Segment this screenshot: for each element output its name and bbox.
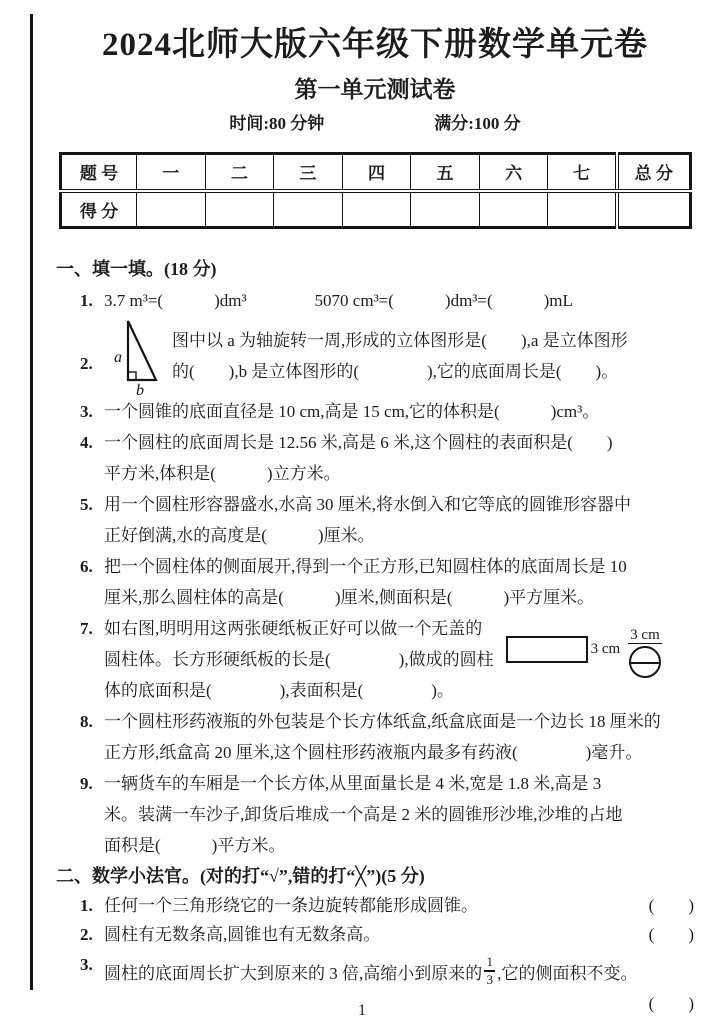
question-text-block <box>172 325 628 387</box>
score-table-header-cell: 四 <box>342 154 411 191</box>
score-table-header-cell: 五 <box>411 154 480 191</box>
answer-brackets: ( ) <box>648 896 694 915</box>
exam-info-row <box>56 110 694 138</box>
score-empty-cell <box>274 191 343 228</box>
score-table-header-cell: 二 <box>205 154 274 191</box>
score-table-header-row <box>61 154 691 191</box>
score-table <box>59 152 692 229</box>
score-empty-cell <box>205 191 274 228</box>
score-empty-cell-total <box>617 191 691 228</box>
full-score-label: 满分:100 分 <box>434 114 521 133</box>
question-text: 圆柱有无数条高,圆锥也有无数条高。 <box>104 925 381 944</box>
question-8 <box>80 706 694 768</box>
section-one-heading: 一、填一填。(18 分) <box>56 259 217 279</box>
tf-question-2 <box>80 920 694 949</box>
score-label-cell: 得 分 <box>61 191 137 228</box>
question-number: 4. <box>80 433 93 452</box>
question-text: 如右图,明明用这两张硬纸板正好可以做一个无盖的 <box>104 619 483 638</box>
score-empty-cell <box>342 191 411 228</box>
question-number: 6. <box>80 557 93 576</box>
score-table-header-cell: 七 <box>548 154 617 191</box>
score-empty-cell <box>411 191 480 228</box>
cardboard-figure <box>506 627 662 706</box>
question-text: 用一个圆柱形容器盛水,水高 30 厘米,将水倒入和它等底的圆锥形容器中 <box>104 495 631 514</box>
circle-figure <box>629 646 661 678</box>
rectangle-figure <box>506 636 588 663</box>
question-text: 米。装满一车沙子,卸货后堆成一个高是 2 米的圆锥形沙堆,沙堆的占地 <box>104 805 623 824</box>
question-text: 的( ),b 是立体图形的( ),它的底面周长是( )。 <box>172 362 619 381</box>
score-table-header-cell-total: 总 分 <box>617 154 691 191</box>
question-number: 9. <box>80 774 93 793</box>
question-text: 图中以 a 为轴旋转一周,形成的立体图形是( ),a 是立体图形 <box>172 331 628 350</box>
question-number: 2. <box>80 354 93 373</box>
page-number: 1 <box>358 1002 366 1019</box>
rectangle-height-label: 3 cm <box>590 641 621 657</box>
question-9 <box>80 768 694 861</box>
answer-brackets: ( ) <box>648 925 694 944</box>
score-empty-cell <box>548 191 617 228</box>
question-number: 3. <box>80 402 93 421</box>
fraction-numerator: 1 <box>486 954 493 970</box>
score-table-header-cell: 三 <box>274 154 343 191</box>
tf-question-1 <box>80 891 694 920</box>
question-text: 一个圆锥的底面直径是 10 cm,高是 15 cm,它的体积是( )cm³。 <box>104 402 600 421</box>
question-2 <box>80 316 694 396</box>
question-7 <box>80 613 694 706</box>
score-empty-cell <box>479 191 548 228</box>
question-number: 5. <box>80 495 93 514</box>
time-limit-label: 时间:80 分钟 <box>229 114 325 133</box>
question-text: 一个圆柱形药液瓶的外包装是个长方体纸盒,纸盒底面是一个边长 18 厘米的 <box>104 712 661 731</box>
question-text: 正方形,纸盒高 20 厘米,这个圆柱形药液瓶内最多有药液( )毫升。 <box>104 743 643 762</box>
question-3 <box>80 396 694 427</box>
question-number: 7. <box>80 619 93 638</box>
page-edge-line <box>30 14 33 990</box>
score-table-header-cell: 六 <box>479 154 548 191</box>
question-text: 3.7 m³=( )dm³ 5070 cm³=( )dm³=( )mL <box>104 291 573 310</box>
score-table-header-cell: 一 <box>137 154 206 191</box>
question-number: 2. <box>80 925 93 944</box>
question-4 <box>80 427 694 489</box>
question-text-after: ,它的侧面积不变。 <box>497 963 638 983</box>
section-one-questions <box>80 285 694 861</box>
question-text: 厘米,那么圆柱体的高是( )厘米,侧面积是( )平方厘米。 <box>104 588 595 607</box>
question-number: 1. <box>80 291 93 310</box>
circle-diameter-line <box>631 662 659 664</box>
triangle-side-b-label: b <box>136 382 144 396</box>
circle-diameter-label: 3 cm <box>630 627 660 643</box>
question-text: 任何一个三角形绕它的一条边旋转都能形成圆锥。 <box>104 896 478 915</box>
page-title: 2024北师大版六年级下册数学单元卷 <box>102 27 648 63</box>
question-number: 1. <box>80 896 93 915</box>
triangle-side-a-label: a <box>114 349 122 366</box>
question-text: 平方米,体积是( )立方米。 <box>104 464 341 483</box>
section-two-heading: 二、数学小法官。(对的打“√”,错的打“╳”)(5 分) <box>56 866 425 886</box>
score-table-score-row <box>61 191 691 228</box>
question-number: 8. <box>80 712 93 731</box>
question-number: 3. <box>80 955 93 975</box>
section-two-questions <box>80 891 694 1015</box>
tf-question-3 <box>80 949 694 993</box>
score-empty-cell <box>137 191 206 228</box>
question-text: 把一个圆柱体的侧面展开,得到一个正方形,已知圆柱体的底面周长是 10 <box>104 557 627 576</box>
question-5 <box>80 489 694 551</box>
question-text: 正好倒满,水的高度是( )厘米。 <box>104 526 375 545</box>
question-6 <box>80 551 694 613</box>
right-triangle-figure <box>104 316 164 396</box>
question-text: 圆柱体。长方形硬纸板的长是( ),做成的圆柱 <box>104 650 494 669</box>
fraction-one-third <box>484 955 495 987</box>
question-1 <box>80 285 694 316</box>
question-text: 一辆货车的车厢是一个长方体,从里面量长是 4 米,宽是 1.8 米,高是 3 <box>104 774 602 793</box>
fraction-denominator: 3 <box>486 971 493 987</box>
question-text-before: 圆柱的底面周长扩大到原来的 3 倍,高缩小到原来的 <box>104 963 483 983</box>
score-table-header-cell: 题 号 <box>61 154 137 191</box>
unit-subtitle: 第一单元测试卷 <box>294 77 456 102</box>
question-text: 面积是( )平方米。 <box>104 836 286 855</box>
question-text: 一个圆柱的底面周长是 12.56 米,高是 6 米,这个圆柱的表面积是( ) <box>104 433 613 452</box>
question-text: 体的底面积是( ),表面积是( )。 <box>104 681 454 700</box>
tf-question-3-answer: ( ) <box>648 994 694 1013</box>
